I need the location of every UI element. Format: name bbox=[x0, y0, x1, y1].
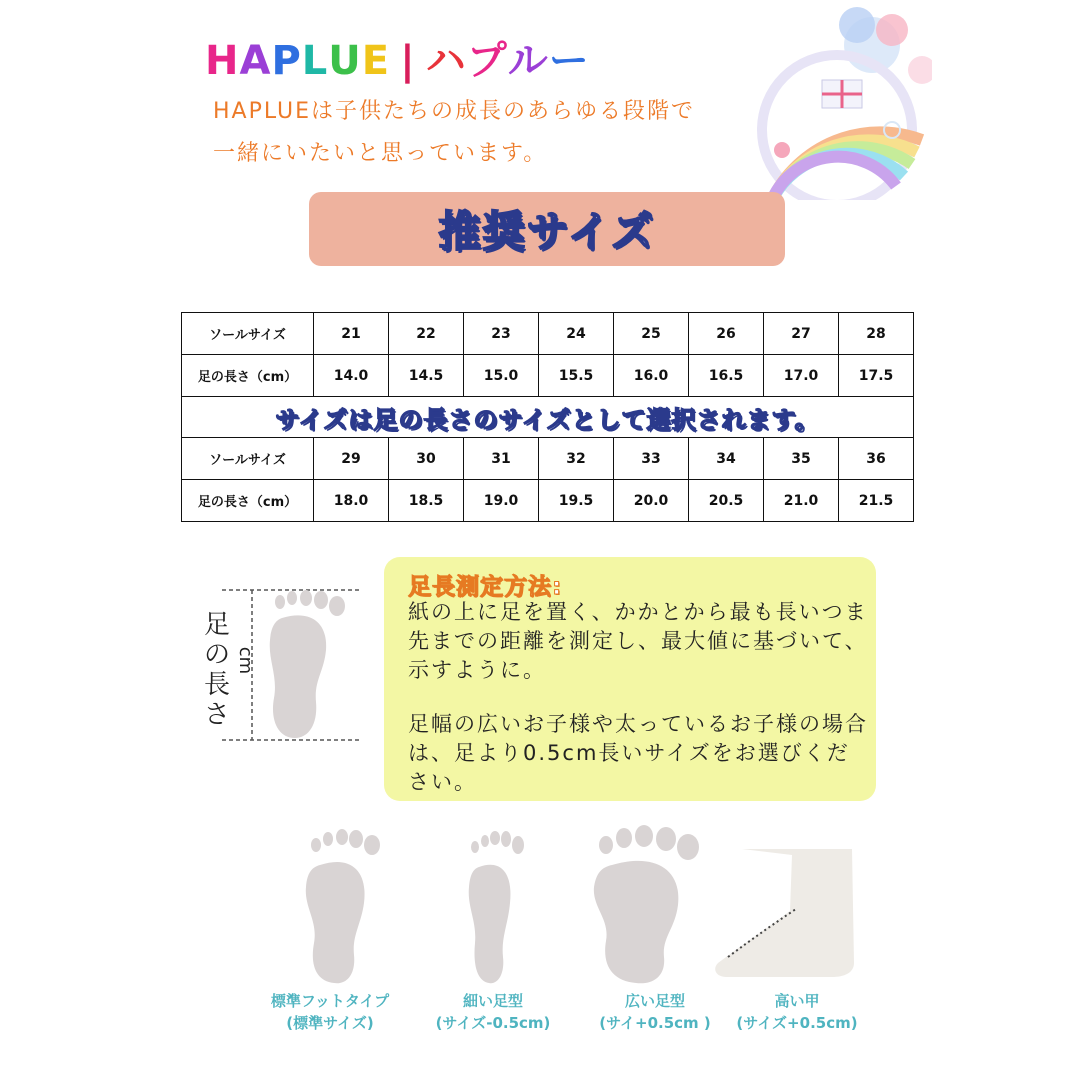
method-paragraph-2: 足幅の広いお子様や太っているお子様の場合は、足より0.5cm長いサイズをお選びください。 bbox=[408, 712, 868, 794]
sole-size-cell: 27 bbox=[764, 313, 839, 355]
recommended-size-banner bbox=[309, 192, 785, 266]
sole-size-cell: 23 bbox=[464, 313, 539, 355]
narrow-foot-icon bbox=[455, 825, 535, 985]
sole-size-cell: 21 bbox=[314, 313, 389, 355]
foot-length-cell: 16.5 bbox=[689, 355, 764, 397]
brand-letter: H bbox=[205, 38, 240, 84]
row-label-sole: ソールサイズ bbox=[182, 438, 314, 480]
brand-latin bbox=[205, 36, 390, 86]
method-paragraph-1: 紙の上に足を置く、かかとから最も長いつま先までの距離を測定し、最大値に基づいて、示すように。 bbox=[408, 600, 868, 682]
table-row-sole-2 bbox=[182, 438, 914, 480]
brand-logo bbox=[205, 36, 590, 86]
row-label-sole: ソールサイズ bbox=[182, 313, 314, 355]
brand-separator: | bbox=[400, 38, 416, 84]
foot-length-cell: 17.0 bbox=[764, 355, 839, 397]
foot-length-cell: 19.5 bbox=[539, 480, 614, 522]
foot-type-standard bbox=[250, 990, 410, 1034]
footprint-icon bbox=[270, 590, 345, 738]
foot-length-vertical-label bbox=[200, 610, 234, 730]
row-label-foot: 足の長さ（cm） bbox=[182, 355, 314, 397]
foot-length-cell: 21.0 bbox=[764, 480, 839, 522]
cm-unit-label: cm bbox=[235, 646, 257, 675]
method-text bbox=[408, 598, 868, 797]
sole-size-cell: 34 bbox=[689, 438, 764, 480]
foot-type-name: 高い甲 bbox=[774, 992, 820, 1010]
foot-length-cell: 18.5 bbox=[389, 480, 464, 522]
size-note-before: サイズは bbox=[275, 405, 374, 434]
brand-letter: ハ bbox=[425, 38, 467, 84]
brand-letter: E bbox=[361, 38, 391, 84]
vlabel-char: 長 bbox=[203, 670, 230, 700]
foot-length-cell: 21.5 bbox=[839, 480, 914, 522]
brand-letter: P bbox=[271, 38, 302, 84]
foot-type-name: 広い足型 bbox=[624, 992, 685, 1010]
foot-type-note: (サイ+0.5cm ) bbox=[599, 1014, 711, 1032]
foot-type-note: (標準サイズ) bbox=[286, 1014, 374, 1032]
standard-foot-icon bbox=[290, 825, 390, 985]
brand-letter: プ bbox=[466, 38, 508, 84]
foot-type-note: (サイズ-0.5cm) bbox=[435, 1014, 551, 1032]
foot-type-name: 細い足型 bbox=[462, 992, 523, 1010]
brand-letter: ル bbox=[507, 38, 549, 84]
brand-katakana bbox=[426, 36, 590, 86]
banner-title: 推奨サイズ bbox=[438, 207, 656, 256]
size-note-after: のサイズとして選択されます。 bbox=[473, 405, 820, 434]
table-row-foot-1 bbox=[182, 355, 914, 397]
foot-type-name: 標準フットタイプ bbox=[270, 992, 390, 1010]
foot-length-cell: 19.0 bbox=[464, 480, 539, 522]
size-note-cell bbox=[182, 397, 914, 438]
table-row-foot-2 bbox=[182, 480, 914, 522]
sole-size-cell: 32 bbox=[539, 438, 614, 480]
foot-length-cell: 15.0 bbox=[464, 355, 539, 397]
sole-size-cell: 29 bbox=[314, 438, 389, 480]
rainbow-balloon-illustration bbox=[752, 0, 932, 200]
foot-type-narrow bbox=[418, 990, 568, 1034]
brand-letter: U bbox=[328, 38, 362, 84]
sole-size-cell: 33 bbox=[614, 438, 689, 480]
foot-length-cell: 14.5 bbox=[389, 355, 464, 397]
row-label-foot: 足の長さ（cm） bbox=[182, 480, 314, 522]
vlabel-char: の bbox=[203, 640, 230, 670]
brand-letter: L bbox=[301, 38, 329, 84]
foot-type-note: (サイズ+0.5cm) bbox=[736, 1014, 858, 1032]
foot-length-cell: 17.5 bbox=[839, 355, 914, 397]
brand-letter: A bbox=[239, 38, 272, 84]
sole-size-cell: 24 bbox=[539, 313, 614, 355]
foot-length-cell: 14.0 bbox=[314, 355, 389, 397]
foot-length-cell: 20.5 bbox=[689, 480, 764, 522]
vlabel-char: さ bbox=[203, 700, 230, 730]
sole-size-cell: 28 bbox=[839, 313, 914, 355]
foot-length-cell: 20.0 bbox=[614, 480, 689, 522]
sole-size-cell: 22 bbox=[389, 313, 464, 355]
foot-length-cell: 15.5 bbox=[539, 355, 614, 397]
size-table bbox=[181, 312, 914, 522]
size-note-highlight: 足の長さ bbox=[373, 405, 474, 434]
sole-size-cell: 25 bbox=[614, 313, 689, 355]
tagline-line1: HAPLUEは子供たちの成長のあらゆる段階で bbox=[213, 99, 696, 124]
sole-size-cell: 26 bbox=[689, 313, 764, 355]
method-title: 足長測定方法: bbox=[408, 574, 563, 600]
foot-length-cell: 16.0 bbox=[614, 355, 689, 397]
vlabel-char: 足 bbox=[203, 610, 230, 640]
high-instep-foot-icon bbox=[712, 845, 862, 985]
sole-size-cell: 31 bbox=[464, 438, 539, 480]
foot-type-high-instep bbox=[722, 990, 872, 1034]
tagline-line2: 一緒にいたいと思っています。 bbox=[213, 141, 548, 166]
sole-size-cell: 35 bbox=[764, 438, 839, 480]
table-row-sole-1 bbox=[182, 313, 914, 355]
table-row-note bbox=[182, 397, 914, 438]
foot-length-cell: 18.0 bbox=[314, 480, 389, 522]
brand-letter: ー bbox=[548, 38, 590, 84]
sole-size-cell: 30 bbox=[389, 438, 464, 480]
sole-size-cell: 36 bbox=[839, 438, 914, 480]
foot-type-wide bbox=[570, 990, 740, 1034]
wide-foot-icon bbox=[582, 825, 712, 985]
size-note bbox=[275, 406, 819, 434]
